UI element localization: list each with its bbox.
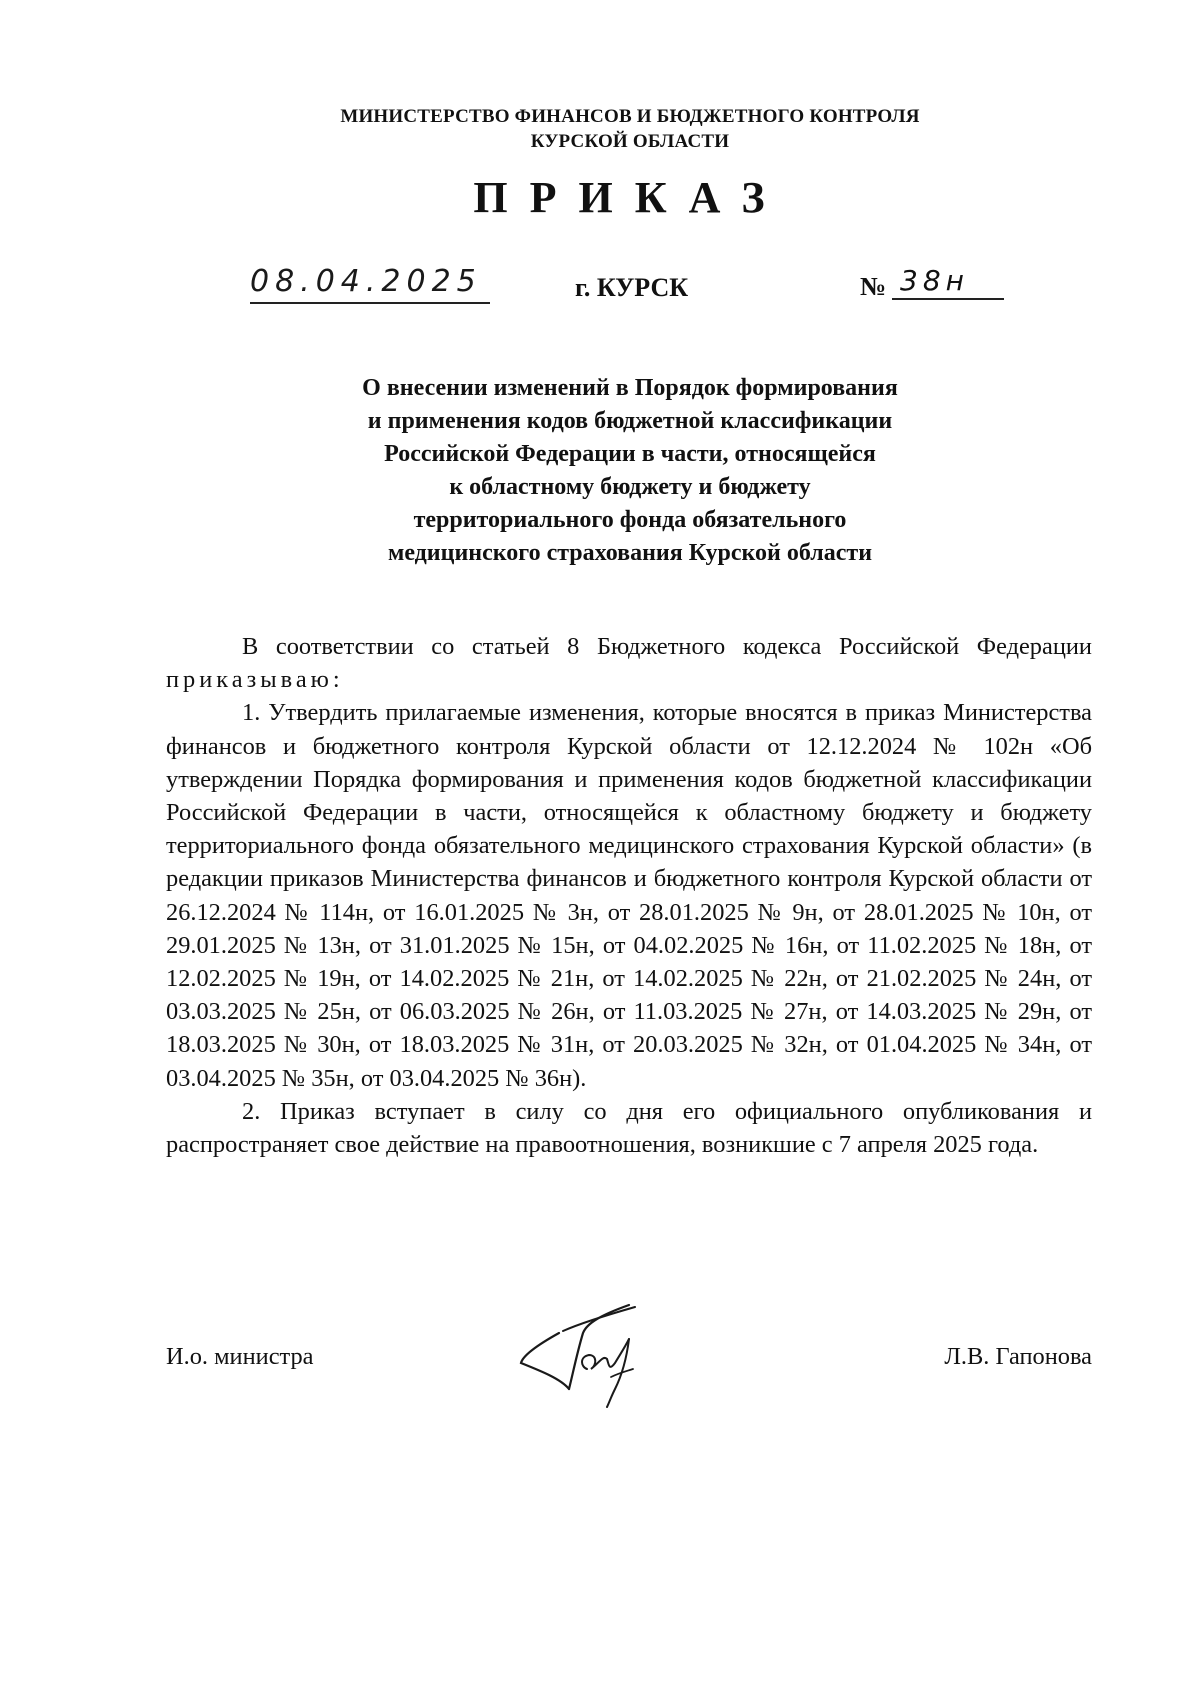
subject-line: территориального фонда обязательного bbox=[413, 507, 847, 533]
signatory-position: И.о. министра bbox=[166, 1343, 314, 1370]
ministry-name-line1: МИНИСТЕРСТВО ФИНАНСОВ И БЮДЖЕТНОГО КОНТРОЛЯ bbox=[340, 106, 920, 127]
city: г. КУРСК bbox=[575, 273, 689, 302]
ministry-name bbox=[250, 104, 1010, 154]
ministry-name-line2: КУРСКОЙ ОБЛАСТИ bbox=[530, 131, 730, 152]
subject-line: медицинского страхования Курской области bbox=[387, 540, 873, 566]
subject-line: Российской Федерации в части, относящейся bbox=[384, 441, 876, 467]
order-word: приказываю: bbox=[166, 666, 344, 694]
item-1-paragraph: 1. Утвердить прилагаемые изменения, которые вносятся в приказ Министерства финансов и бюджетного контроля Курской области от 12.12.2024 № 102н «Об утверждении Порядка формирования и применения кодов бюджетной классификации Российской Федерации в части, относящейся к областному бюджету и бюджету территориального фонда обязательного медицинского страхования Курской области» (в редакции приказов Министерства финансов и бюджетного контроля Курской области от 26.12.2024 № 114н, от 16.01.2025 № 3н, от 28.01.2025 № 9н, от 28.01.2025 № 10н, от 29.01.2025 № 13н, от 31.01.2025 № 15н, от 04.02.2025 № 16н, от 11.02.2025 № 18н, от 12.02.2025 № 19н, от 14.02.2025 № 21н, от 14.02.2025 № 22н, от 21.02.2025 № 24н, от 03.03.2025 № 25н, от 06.03.2025 № 26н, от 11.03.2025 № 27н, от 14.03.2025 № 29н, от 18.03.2025 № 30н, от 18.03.2025 № 31н, от 20.03.2025 № 32н, от 01.04.2025 № 34н, от 03.04.2025 № 35н, от 03.04.2025 № 36н). bbox=[166, 699, 1092, 1092]
item-2-paragraph: 2. Приказ вступает в силу со дня его официального опубликования и распространяет свое действие на правоотношения, возникшие с 7 апреля 2025 года. bbox=[166, 1097, 1092, 1159]
handwritten-order-number: 38н bbox=[892, 262, 1004, 300]
number-sign: № bbox=[860, 272, 887, 301]
subject-line: к областному бюджету и бюджету bbox=[449, 474, 811, 500]
document-body bbox=[166, 630, 1092, 1161]
signatory-name: Л.В. Гапонова bbox=[944, 1343, 1092, 1370]
signature-block bbox=[166, 1325, 1092, 1425]
handwritten-signature bbox=[511, 1293, 661, 1413]
document-type-title: ПРИКАЗ bbox=[473, 173, 787, 222]
preamble-paragraph bbox=[166, 630, 1092, 696]
subject-line: и применения кодов бюджетной классификации bbox=[367, 408, 893, 434]
preamble-text: В соответствии со статьей 8 Бюджетного кодекса Российской Федерации bbox=[242, 633, 1092, 660]
handwritten-date: 08.04.2025 bbox=[250, 262, 490, 304]
document-subject bbox=[260, 372, 1000, 570]
order-number-field bbox=[860, 262, 1010, 302]
subject-line: О внесении изменений в Порядок формирования bbox=[362, 375, 898, 401]
